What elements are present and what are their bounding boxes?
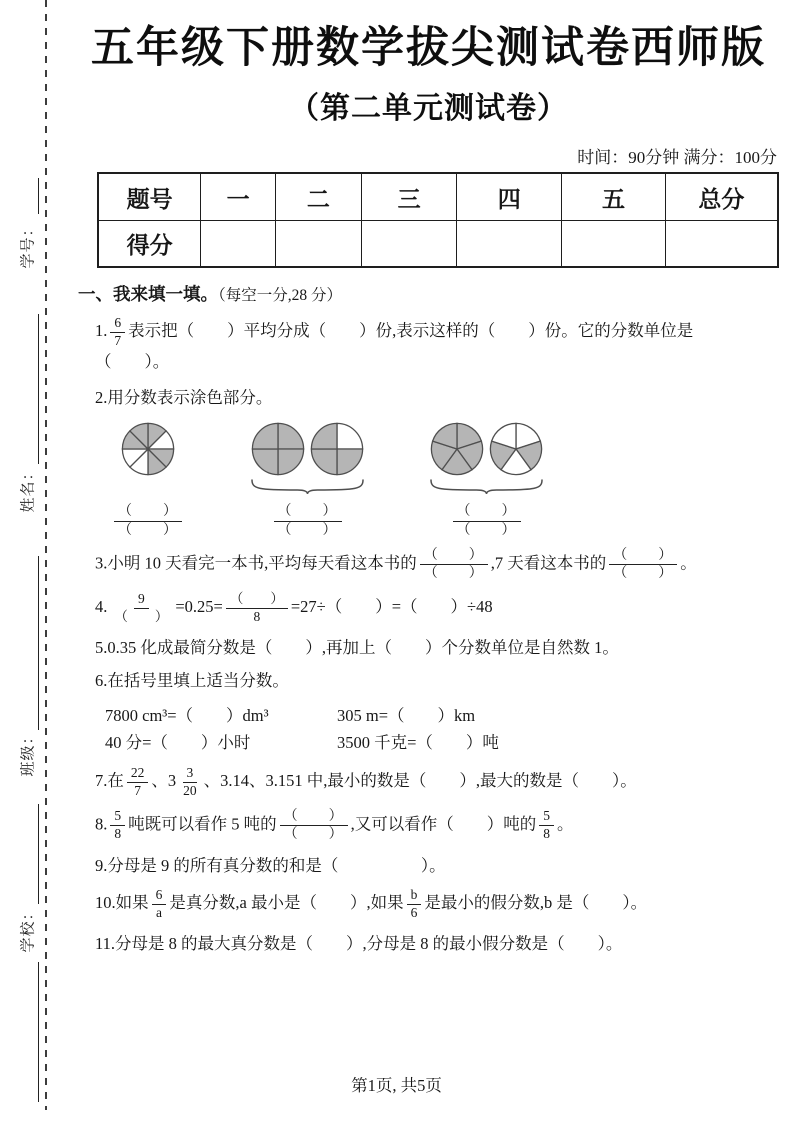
fraction-numerator: （ ） xyxy=(453,504,521,521)
time-score-info: 时间：90分钟 满分：100分 xyxy=(577,148,777,168)
question-4 xyxy=(95,592,779,625)
fraction-denominator: 8 xyxy=(253,608,261,624)
question-6 xyxy=(95,668,779,694)
fraction xyxy=(453,504,521,538)
fraction-numerator: （ ） xyxy=(420,548,488,565)
shaded-circles-figure xyxy=(111,422,779,538)
fraction-denominator: 7 xyxy=(134,782,141,798)
score-header-cell: 四 xyxy=(457,173,562,221)
circles-row xyxy=(430,422,543,476)
answer-fraction-blank xyxy=(111,504,185,538)
score-cell xyxy=(201,221,276,268)
school-label: 学校： xyxy=(20,904,37,953)
score-header-cell: 二 xyxy=(275,173,361,221)
score-cell xyxy=(562,221,666,268)
fraction xyxy=(127,766,149,799)
question-9 xyxy=(95,853,779,879)
question-text: =27÷（ ）=（ ）÷48 xyxy=(290,596,493,616)
score-table-score-row xyxy=(98,221,778,268)
question-text: 4. xyxy=(95,596,108,616)
fraction-numerator: 9 xyxy=(134,592,149,609)
fraction-pie-circle xyxy=(251,422,305,476)
score-cell xyxy=(361,221,457,268)
question-text: 。 xyxy=(557,814,574,834)
fraction-denominator: （ ） xyxy=(456,522,517,538)
question-text: 9.分母是 9 的所有真分数的和是（ ）。 xyxy=(95,855,446,875)
question-text: ,又可以看作（ ）吨的 xyxy=(350,814,537,834)
score-header-cell: 总分 xyxy=(665,173,778,221)
fraction-denominator: （ ） xyxy=(423,566,484,582)
page-title: 五年级下册数学拔尖测试卷西师版 xyxy=(91,25,766,72)
fraction-numerator: 22 xyxy=(127,766,149,783)
question-text: 是真分数,a 最小是（ ）,如果 xyxy=(169,893,404,913)
question-7 xyxy=(95,766,779,799)
question-text: 是最小的假分数,b 是（ ）。 xyxy=(424,893,648,913)
section-heading-note: （每空一分,28 分） xyxy=(218,287,343,305)
question-text: 、3 xyxy=(151,771,177,791)
question-1 xyxy=(95,316,779,374)
fraction-denominator: （ ） xyxy=(277,522,338,538)
underbrace-box xyxy=(251,479,364,495)
fraction xyxy=(110,809,125,842)
underbrace-box xyxy=(430,479,543,495)
score-table xyxy=(97,172,779,268)
question-text: 表示把（ ）平均分成（ ）份,表示这样的（ ）份。它的分数单位是 xyxy=(128,321,694,341)
question-text: 8. xyxy=(95,814,108,834)
class-label: 班级： xyxy=(20,728,37,777)
question-2 xyxy=(95,385,779,411)
questions-list xyxy=(78,316,779,956)
question-text: 吨既可以看作 5 吨的 xyxy=(128,814,277,834)
fraction-denominator: 8 xyxy=(543,826,550,842)
answer-fraction-blank xyxy=(271,504,345,538)
fraction-numerator: b xyxy=(407,888,422,905)
fraction-numerator: 5 xyxy=(539,809,554,826)
fraction xyxy=(179,766,201,799)
section-1-heading xyxy=(78,281,779,306)
unit-conversion-row xyxy=(105,702,779,729)
circle-group-2 xyxy=(251,422,364,538)
student-id-label: 学号： xyxy=(20,220,37,269)
unit-conversion-item: 7800 cm³=（ ）dm³ xyxy=(105,705,269,725)
page-subtitle: （第二单元测试卷） xyxy=(289,92,568,126)
question-text: 。 xyxy=(680,553,697,573)
question-3 xyxy=(95,548,779,582)
fraction xyxy=(226,592,288,625)
fraction-denominator: 8 xyxy=(114,826,122,842)
section-heading-text: 一、我来填一填。 xyxy=(78,284,218,305)
circle-group-3 xyxy=(430,422,543,538)
fraction-denominator: 20 xyxy=(183,782,197,798)
fraction-denominator: （ ） xyxy=(118,522,178,538)
unit-conversion-item: 3500 千克=（ ）吨 xyxy=(337,732,499,752)
question-text: 2.用分数表示涂色部分。 xyxy=(95,387,273,407)
score-cell xyxy=(275,221,361,268)
fraction-pie-circle xyxy=(489,422,543,476)
question-5 xyxy=(95,635,779,661)
question-text: 7.在 xyxy=(95,771,124,791)
fraction-denominator: （ ） xyxy=(283,827,344,843)
fraction-numerator: （ ） xyxy=(226,592,288,609)
question-text: ,7 天看这本书的 xyxy=(490,553,607,573)
unit-conversion-item: 305 m=（ ）km xyxy=(337,705,476,725)
fraction-pie-circle xyxy=(310,422,364,476)
fraction-numerator: 6 xyxy=(110,316,125,333)
fraction-denominator: 7 xyxy=(114,333,122,349)
question-text: 1. xyxy=(95,321,108,341)
circles-row xyxy=(121,422,175,476)
score-cell xyxy=(457,221,562,268)
fraction xyxy=(420,548,488,582)
fraction-numerator: 6 xyxy=(152,888,167,905)
fraction xyxy=(110,316,125,349)
score-row-label: 得分 xyxy=(98,221,201,268)
score-header-cell: 题号 xyxy=(98,173,201,221)
score-cell xyxy=(665,221,778,268)
question-text: 11.分母是 8 的最大真分数是（ ）,分母是 8 的最小假分数是（ ）。 xyxy=(95,933,623,953)
fraction-denominator: （ ） xyxy=(613,566,674,582)
fraction-numerator: （ ） xyxy=(609,548,677,565)
page-footer: 第1页, 共5页 xyxy=(351,1076,442,1095)
question-8 xyxy=(95,809,779,843)
fraction-numerator: （ ） xyxy=(274,504,342,521)
score-header-cell: 三 xyxy=(361,173,457,221)
fraction xyxy=(280,809,348,843)
fraction xyxy=(539,809,554,842)
name-label: 姓名： xyxy=(20,464,37,513)
question-10 xyxy=(95,888,779,921)
fraction-denominator: 6 xyxy=(410,904,418,920)
answer-fraction-blank xyxy=(450,504,524,538)
score-header-cell: 五 xyxy=(562,173,666,221)
score-header-cell: 一 xyxy=(201,173,276,221)
fraction xyxy=(274,504,342,538)
question-text: 10.如果 xyxy=(95,893,149,913)
fraction xyxy=(114,504,182,538)
question-text: 6.在括号里填上适当分数。 xyxy=(95,671,289,691)
fraction xyxy=(152,888,167,921)
fraction xyxy=(110,592,172,625)
fraction-denominator: （ ） xyxy=(114,608,169,624)
circle-group-1 xyxy=(111,422,185,538)
fraction-numerator: 5 xyxy=(110,809,125,826)
question-text: （ ）。 xyxy=(95,352,170,372)
fraction-numerator: （ ） xyxy=(280,809,348,826)
underbrace xyxy=(430,479,543,495)
fraction xyxy=(609,548,677,582)
score-table-header-row xyxy=(98,173,778,221)
underbrace-box xyxy=(121,479,175,495)
question-11 xyxy=(95,931,779,957)
question-text: 3.小明 10 天看完一本书,平均每天看这本书的 xyxy=(95,553,417,573)
fraction-numerator: （ ） xyxy=(114,504,182,521)
underbrace xyxy=(251,479,364,495)
fraction-pie-circle xyxy=(121,422,175,476)
fraction-numerator: 3 xyxy=(183,766,198,783)
question-text: 5.0.35 化成最简分数是（ ）,再加上（ ）个分数单位是自然数 1。 xyxy=(95,637,619,657)
unit-conversion-grid xyxy=(105,702,779,756)
unit-conversion-row xyxy=(105,729,779,756)
fraction-pie-circle xyxy=(430,422,484,476)
fraction xyxy=(407,888,422,921)
question-text: =0.25= xyxy=(175,596,223,616)
fraction-denominator: a xyxy=(156,904,162,920)
circles-row xyxy=(251,422,364,476)
unit-conversion-item: 40 分=（ ）小时 xyxy=(105,732,251,752)
question-text: 、3.14、3.151 中,最小的数是（ ）,最大的数是（ ）。 xyxy=(203,771,637,791)
